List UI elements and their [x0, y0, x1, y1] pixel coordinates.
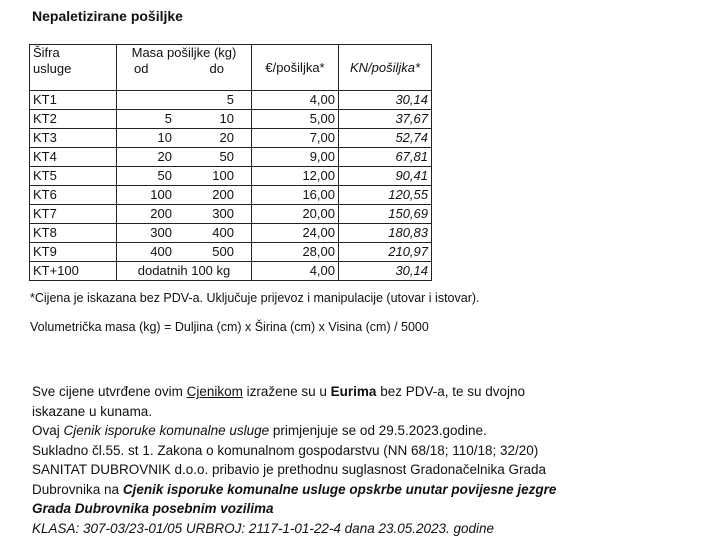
row-eur: 12,00 [252, 167, 339, 186]
table-row [30, 110, 432, 129]
row-code: KT8 [30, 224, 117, 243]
para-line-7: Grada Dubrovnika posebnim vozilima [32, 501, 274, 516]
row-code: KT7 [30, 205, 117, 224]
row-mass-to: 400 [212, 225, 234, 240]
page-title: Nepaletizirane pošiljke [32, 8, 183, 24]
vat-note: *Cijena je iskazana bez PDV-a. Uključuje prijevoz i manipulacije (utovar i istovar). [30, 291, 480, 305]
header-mass-title: Masa pošiljke (kg) [131, 45, 237, 60]
row-kn: 67,81 [339, 148, 432, 167]
row-eur: 4,00 [252, 262, 339, 281]
row-code: KT3 [30, 129, 117, 148]
price-table [29, 44, 432, 281]
row-mass-from: 100 [150, 187, 172, 202]
header-mass [117, 45, 252, 91]
row-mass-to: 10 [219, 111, 234, 126]
header-mass-from: od [134, 61, 149, 76]
row-mass [117, 129, 252, 148]
row-kn: 120,55 [339, 186, 432, 205]
table-row [30, 148, 432, 167]
row-mass [117, 148, 252, 167]
row-kn: 37,67 [339, 110, 432, 129]
row-mass [117, 186, 252, 205]
table-row [30, 224, 432, 243]
row-mass [117, 110, 252, 129]
row-mass [117, 205, 252, 224]
para-line-8: KLASA: 307-03/23-01/05 URBROJ: 2117-1-01-22-4 dana 23.05.2023. godine [32, 520, 495, 536]
header-kn: KN/pošiljka* [339, 45, 432, 91]
row-mass-from: 300 [150, 225, 172, 240]
row-kn: 180,83 [339, 224, 432, 243]
para-line-5: SANITAT DUBROVNIK d.o.o. pribavio je prethodnu suglasnost Gradonačelnika Grada [32, 462, 547, 477]
row-mass [117, 91, 252, 110]
row-mass-from [120, 91, 172, 109]
row-code: KT2 [30, 110, 117, 129]
info-paragraph [32, 382, 692, 538]
row-code: KT9 [30, 243, 117, 262]
row-eur: 28,00 [252, 243, 339, 262]
row-kn: 52,74 [339, 129, 432, 148]
row-mass [117, 167, 252, 186]
row-eur: 20,00 [252, 205, 339, 224]
row-mass-from: 200 [150, 206, 172, 221]
table-row [30, 186, 432, 205]
table-header-row [30, 45, 432, 91]
para-line-2: iskazane u kunama. [32, 403, 153, 419]
header-code-line2: usluge [33, 61, 72, 76]
row-mass-to: 50 [219, 149, 234, 164]
row-code: KT1 [30, 91, 117, 110]
row-eur: 16,00 [252, 186, 339, 205]
row-kn: 30,14 [339, 91, 432, 110]
table-row [30, 129, 432, 148]
row-mass [117, 224, 252, 243]
row-mass-from: 400 [150, 244, 172, 259]
table-row [30, 205, 432, 224]
row-code: KT6 [30, 186, 117, 205]
cjenik-underlined: Cjenikom [186, 384, 243, 399]
header-mass-to: do [209, 61, 224, 76]
volumetric-note: Volumetrička masa (kg) = Duljina (cm) x Širina (cm) x Visina (cm) / 5000 [30, 320, 429, 334]
header-code-line1: Šifra [33, 45, 60, 60]
row-kn: 210,97 [339, 243, 432, 262]
row-mass-to: 100 [212, 168, 234, 183]
row-eur: 4,00 [252, 91, 339, 110]
row-mass-to: 20 [219, 130, 234, 145]
row-mass-text: dodatnih 100 kg [117, 262, 252, 281]
para-line-1: Sve cijene utvrđene ovim Cjenikom izražene su u Eurima bez PDV-a, te su dvojno [32, 384, 526, 399]
row-code: KT4 [30, 148, 117, 167]
row-mass-to: 300 [212, 206, 234, 221]
header-code [30, 45, 117, 91]
row-eur: 5,00 [252, 110, 339, 129]
para-line-3: Ovaj Cjenik isporuke komunalne usluge primjenjuje se od 29.5.2023.godine. [32, 423, 487, 438]
row-eur: 7,00 [252, 129, 339, 148]
row-kn: 150,69 [339, 205, 432, 224]
table-row [30, 243, 432, 262]
row-mass-from: 50 [157, 168, 172, 183]
row-mass [117, 243, 252, 262]
row-mass-from: 10 [157, 130, 172, 145]
row-mass-to: 500 [212, 244, 234, 259]
para-line-6: Dubrovnika na Cjenik isporuke komunalne usluge opskrbe unutar povijesne jezgre [32, 481, 557, 497]
table-row [30, 167, 432, 186]
header-eur: €/pošiljka* [252, 45, 339, 91]
table-row-last [30, 262, 432, 281]
row-mass-to: 200 [212, 187, 234, 202]
row-code: KT+100 [30, 262, 117, 281]
row-code: KT5 [30, 167, 117, 186]
row-kn: 90,41 [339, 167, 432, 186]
table-row [30, 91, 432, 110]
row-eur: 24,00 [252, 224, 339, 243]
row-eur: 9,00 [252, 148, 339, 167]
row-mass-from: 5 [164, 111, 172, 126]
para-line-4: Sukladno čl.55. st 1. Zakona o komunalnom gospodarstvu (NN 68/18; 110/18; 32/20) [32, 442, 539, 458]
row-kn: 30,14 [339, 262, 432, 281]
row-mass-from: 20 [157, 149, 172, 164]
row-mass-to: 5 [226, 92, 234, 107]
